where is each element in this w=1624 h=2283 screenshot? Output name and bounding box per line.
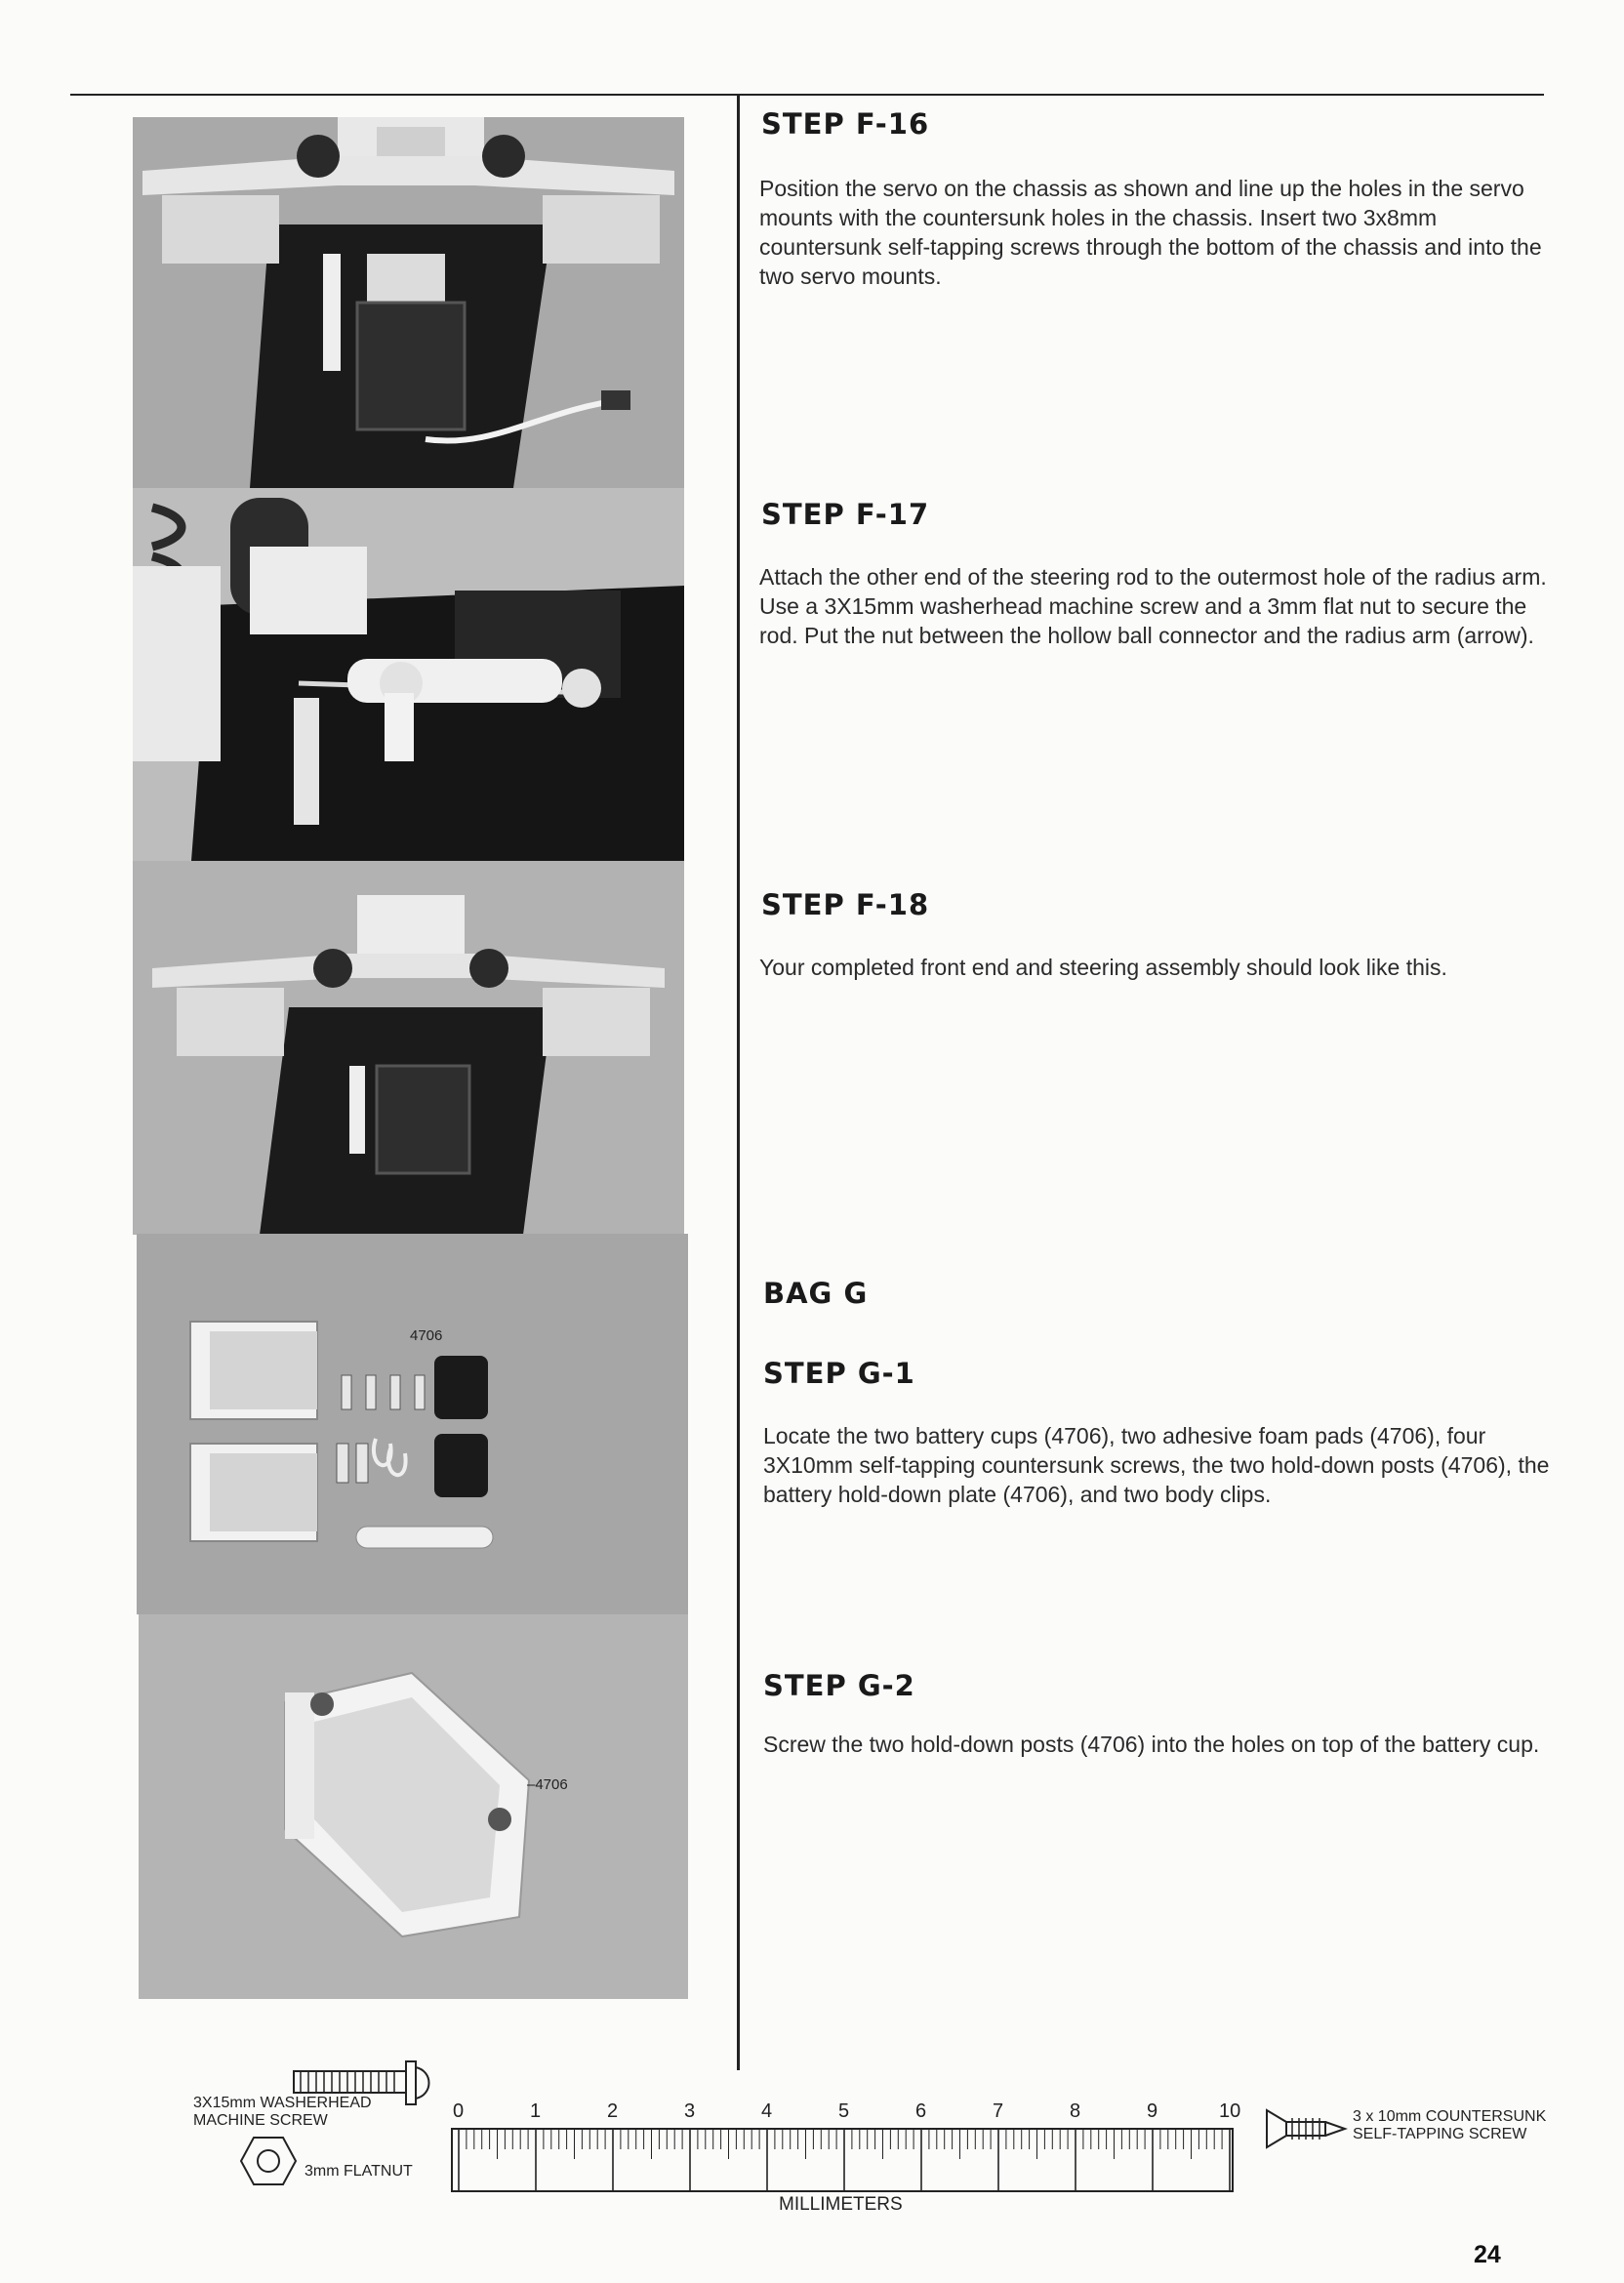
photo-step-f17 [133, 488, 684, 861]
step-title: STEP G-2 [763, 1669, 915, 1702]
step-body: Screw the two hold-down posts (4706) into the holes on top of the battery cup. [763, 1732, 1540, 1757]
ruler-number: 8 [1070, 2100, 1081, 2122]
step-body: Your completed front end and steering assembly should look like this. [759, 955, 1447, 980]
part-number-callout-text: 4706 [535, 1776, 568, 1793]
step-title: STEP F-18 [761, 888, 930, 921]
washerhead-screw-label [193, 2095, 372, 2130]
countersunk-screw-label [1353, 2108, 1546, 2143]
section-title: BAG G [763, 1277, 869, 1310]
washerhead-screw-label-line1: 3X15mm WASHERHEAD [193, 2095, 372, 2111]
ruler-number: 10 [1219, 2100, 1241, 2122]
photo-step-f16 [133, 117, 684, 488]
step-title: STEP G-1 [763, 1357, 915, 1390]
flatnut-label: 3mm FLATNUT [304, 2163, 413, 2180]
ruler-number: 1 [530, 2100, 542, 2122]
column-divider [737, 94, 740, 2070]
countersunk-screw-label-line2: SELF-TAPPING SCREW [1353, 2126, 1527, 2142]
ruler-number: 0 [453, 2100, 465, 2122]
ruler-unit-label: MILLIMETERS [779, 2194, 903, 2215]
top-rule [70, 94, 1544, 96]
photo-step-g1 [137, 1234, 688, 1614]
step-body: Position the servo on the chassis as shown and line up the holes in the servo mounts with the countersunk holes in the chassis. Insert two 3x8mm countersunk self-tapping screws through the bottom of the chassis and into the two servo mounts. [759, 176, 1542, 289]
step-title: STEP F-17 [761, 498, 930, 531]
photo-step-g2 [139, 1614, 688, 1999]
ruler-number: 4 [761, 2100, 773, 2122]
step-body: Attach the other end of the steering rod to the outermost hole of the radius arm. Use a 3X15mm washerhead machine screw and a 3mm flat nut to secure the rod. Put the nut between the hollow ball connector and the radius arm (arrow). [759, 564, 1547, 648]
part-number-callout: 4706 [410, 1327, 443, 1344]
countersunk-screw-icon [1265, 2106, 1348, 2151]
page-number: 24 [1474, 2241, 1501, 2268]
ruler-number: 7 [993, 2100, 1004, 2122]
washerhead-screw-label-line2: MACHINE SCREW [193, 2112, 328, 2129]
step-body: Locate the two battery cups (4706), two adhesive foam pads (4706), four 3X10mm self-tapping countersunk screws, the two hold-down posts (4706), the battery hold-down plate (4706), and two body clips. [763, 1423, 1550, 1507]
hex-nut-icon [239, 2136, 298, 2186]
ruler-number: 6 [915, 2100, 927, 2122]
countersunk-screw-label-line1: 3 x 10mm COUNTERSUNK [1353, 2108, 1547, 2125]
part-number-callout: –4706 [527, 1776, 568, 1793]
ruler-number: 2 [607, 2100, 619, 2122]
ruler-number: 9 [1147, 2100, 1158, 2122]
ruler-number: 3 [684, 2100, 696, 2122]
ruler-number: 5 [838, 2100, 850, 2122]
step-title: STEP F-16 [761, 107, 930, 141]
millimeter-ruler [451, 2128, 1234, 2192]
photo-step-f18 [133, 861, 684, 1235]
